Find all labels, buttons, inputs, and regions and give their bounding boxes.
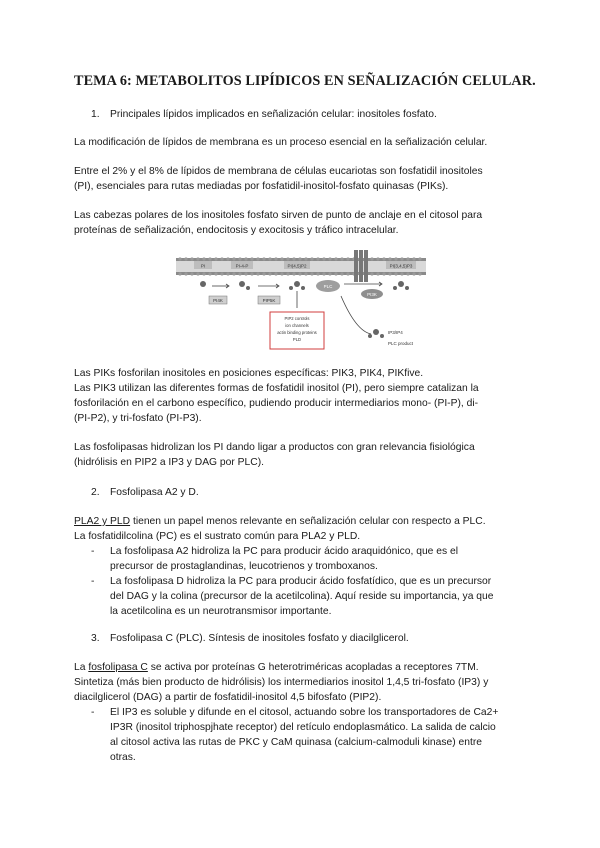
section-3-heading: Fosfolipasa C (PLC). Síntesis de inositoles fosfato y diacilglicerol. bbox=[110, 633, 409, 644]
paragraph-pla2-line-1 bbox=[74, 514, 544, 530]
list2-item-2-line-3: la acetilcolina es un neurotransmisor importante. bbox=[110, 606, 332, 617]
list2-item-2-line-1: La fosfolipasa D hidroliza la PC para producir ácido fosfatídico, que es un precursor bbox=[110, 576, 492, 587]
paragraph-pi-line-2: (PI), esenciales para rutas mediadas por fosfatidil-inositol-fosfato quinasas (PIKs). bbox=[74, 181, 449, 192]
paragraph-pla2-line-2: La fosfatidilcolina (PC) es el sustrato común para PLA2 y PLD. bbox=[74, 531, 361, 542]
figure-label-pi3k: PI3K bbox=[367, 292, 377, 297]
section-1-number: 1. bbox=[91, 109, 100, 120]
figure-box-line-2: ion channels bbox=[285, 323, 309, 328]
membrane-signaling-figure bbox=[176, 246, 426, 351]
figure-label-pi4k: PI4K bbox=[213, 298, 223, 303]
figure-label-pip: PI-4-P bbox=[235, 263, 249, 269]
list2-item-2-line-2: del DAG y la colina (precursor de la acetilcolina). Aquí reside su importancia, ya que bbox=[110, 591, 494, 602]
section-2-number: 2. bbox=[91, 487, 100, 498]
list2-item-1-dash: - bbox=[91, 546, 95, 557]
section-3-number: 3. bbox=[91, 633, 100, 644]
paragraph-cabezas-line-1: Las cabezas polares de los inositoles fosfato sirven de punto de anclaje en el citosol para bbox=[74, 210, 483, 221]
figure-box-line-1: PIP2 controls bbox=[284, 316, 310, 321]
figure-label-plc: PLC bbox=[323, 284, 333, 289]
paragraph-pi-line-1: Entre el 2% y el 8% de lípidos de membrana de células eucariotas son fosfatidil inositoles bbox=[74, 166, 483, 177]
page-title: TEMA 6: METABOLITOS LIPÍDICOS EN SEÑALIZACIÓN CELULAR. bbox=[74, 73, 536, 89]
paragraph-modificacion: La modificación de lípidos de membrana es un proceso esencial en la señalización celular. bbox=[74, 137, 488, 148]
paragraph-plc-line-2: Sintetiza (más bien producto de hidrólisis) los intermediarios inositol 1,4,5 tri-fosfato (IP3) y bbox=[74, 677, 489, 688]
inositol-headgroups-icon bbox=[200, 281, 409, 290]
receptor-icon bbox=[354, 250, 368, 282]
list2-item-1-line-2: precursor de prostaglandinas, leucotrienos y tromboxanos. bbox=[110, 561, 378, 572]
paragraph-cabezas-line-2: proteínas de señalización, endocitosis y exocitosis y tráfico intracelular. bbox=[74, 225, 399, 236]
section-1-heading: Principales lípidos implicados en señalización celular: inositoles fosfato. bbox=[110, 109, 437, 120]
figure-label-plc-product: PLC product bbox=[388, 341, 414, 346]
paragraph-piks-line-4: (PI-P2), y tri-fosfato (PI-P3). bbox=[74, 413, 202, 424]
pla2-pld-link: PLA2 y PLD bbox=[74, 516, 131, 527]
figure-label-pip2: PI(4,5)P2 bbox=[287, 263, 307, 269]
fosfolipasa-c-link: fosfolipasa C bbox=[88, 662, 148, 673]
paragraph-piks-line-2: Las PIK3 utilizan las diferentes formas de fosfatidil inositol (PI), pero siempre catalizan la bbox=[74, 383, 479, 394]
section-2-heading: Fosfolipasa A2 y D. bbox=[110, 487, 199, 498]
list2-item-2-dash: - bbox=[91, 576, 95, 587]
figure-label-ip3: IP3/IP4 bbox=[388, 330, 403, 335]
list3-item-1-dash: - bbox=[91, 707, 95, 718]
paragraph-piks-line-1: Las PIKs fosforilan inositoles en posiciones específicas: PIK3, PIK4, PIKfive. bbox=[74, 368, 424, 379]
paragraph-piks-line-3: fosforilación en el carbono específico, pudiendo producir intermediarios mono- (PI-P), di- bbox=[74, 398, 479, 409]
list3-item-1-line-1: El IP3 es soluble y difunde en el citosol, actuando sobre los transportadores de Ca2+ bbox=[110, 707, 499, 718]
list3-item-1-line-4: otras. bbox=[110, 752, 136, 763]
figure-box-line-3: actin binding proteins bbox=[277, 330, 317, 335]
figure-label-pip3: PI(3,4,5)P3 bbox=[389, 263, 413, 269]
figure-label-pi: PI bbox=[200, 263, 206, 269]
plc-line-1-pre: La bbox=[74, 662, 89, 673]
paragraph-fosfolipasas-line-1: Las fosfolipasas hidrolizan los PI dando ligar a productos con gran relevancia fisiológica bbox=[74, 442, 475, 453]
figure-label-pip5k: PIP5K bbox=[262, 298, 276, 303]
paragraph-fosfolipasas-line-2: (hidrólisis en PIP2 a IP3 y DAG por PLC). bbox=[74, 457, 264, 468]
list3-item-1-line-2: IP3R (inositol triphospjhate receptor) del retículo endoplasmático. La salida de calcio bbox=[110, 722, 496, 733]
plc-line-1-rest: se activa por proteínas G heterotriméricas acopladas a receptores 7TM. bbox=[147, 662, 479, 673]
pla2-line-1-rest: tienen un papel menos relevante en señalización celular con respecto a PLC. bbox=[130, 516, 486, 527]
list2-item-1-line-1: La fosfolipasa A2 hidroliza la PC para producir ácido araquidónico, que es el bbox=[110, 546, 459, 557]
paragraph-plc-line-1 bbox=[74, 660, 544, 676]
list3-item-1-line-3: al citosol activa las rutas de PKC y CaM quinasa (calcium-calmoduli kinase) entre bbox=[110, 737, 482, 748]
paragraph-plc-line-3: diacilglicerol (DAG) a partir de fosfatidil-inositol 4,5 bifosfato (PIP2). bbox=[74, 692, 382, 703]
figure-box-line-4: PLD bbox=[292, 337, 302, 342]
